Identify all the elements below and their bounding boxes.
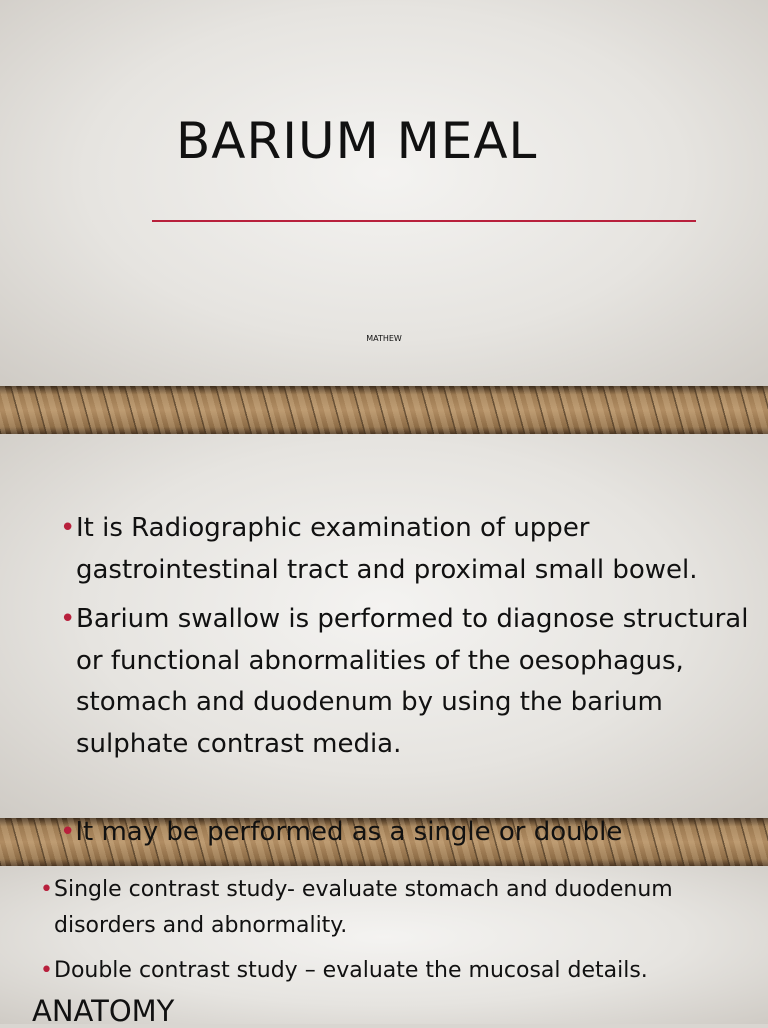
bullet-item: [40, 872, 754, 944]
bullet-icon: •: [60, 604, 76, 634]
contrast-bullet-list: [40, 872, 754, 998]
bullet-item: [40, 953, 754, 989]
bullet-item: [60, 599, 764, 765]
author-name: MATHEW: [366, 334, 402, 343]
slide-title: [0, 0, 768, 386]
bullet-icon: •: [60, 513, 76, 543]
bullet-icon: •: [60, 817, 76, 847]
slide-title-text: BARIUM MEAL: [176, 112, 538, 170]
bullet-text: Double contrast study – evaluate the mucosal details.: [54, 958, 648, 983]
bullet-text: It may be performed as a single or double: [75, 817, 623, 847]
bullet-text: Barium swallow is performed to diagnose structural or functional abnormalities of the oesophagus, stomach and duodenum by using the barium sulphate contrast media.: [76, 604, 749, 759]
bullet-icon: •: [40, 877, 53, 902]
overflow-bullet: [60, 812, 623, 854]
bullet-item: [60, 508, 764, 591]
bullet-text: Single contrast study- evaluate stomach and duodenum disorders and abnormality.: [54, 877, 673, 938]
introduction-bullet-list: [60, 508, 764, 773]
bullet-text: It is Radiographic examination of upper gastrointestinal tract and proximal small bowel.: [76, 513, 698, 585]
title-underline: [152, 220, 696, 222]
bullet-icon: •: [40, 958, 53, 983]
wood-floor-divider: [0, 386, 768, 434]
anatomy-heading: ANATOMY: [32, 994, 175, 1028]
